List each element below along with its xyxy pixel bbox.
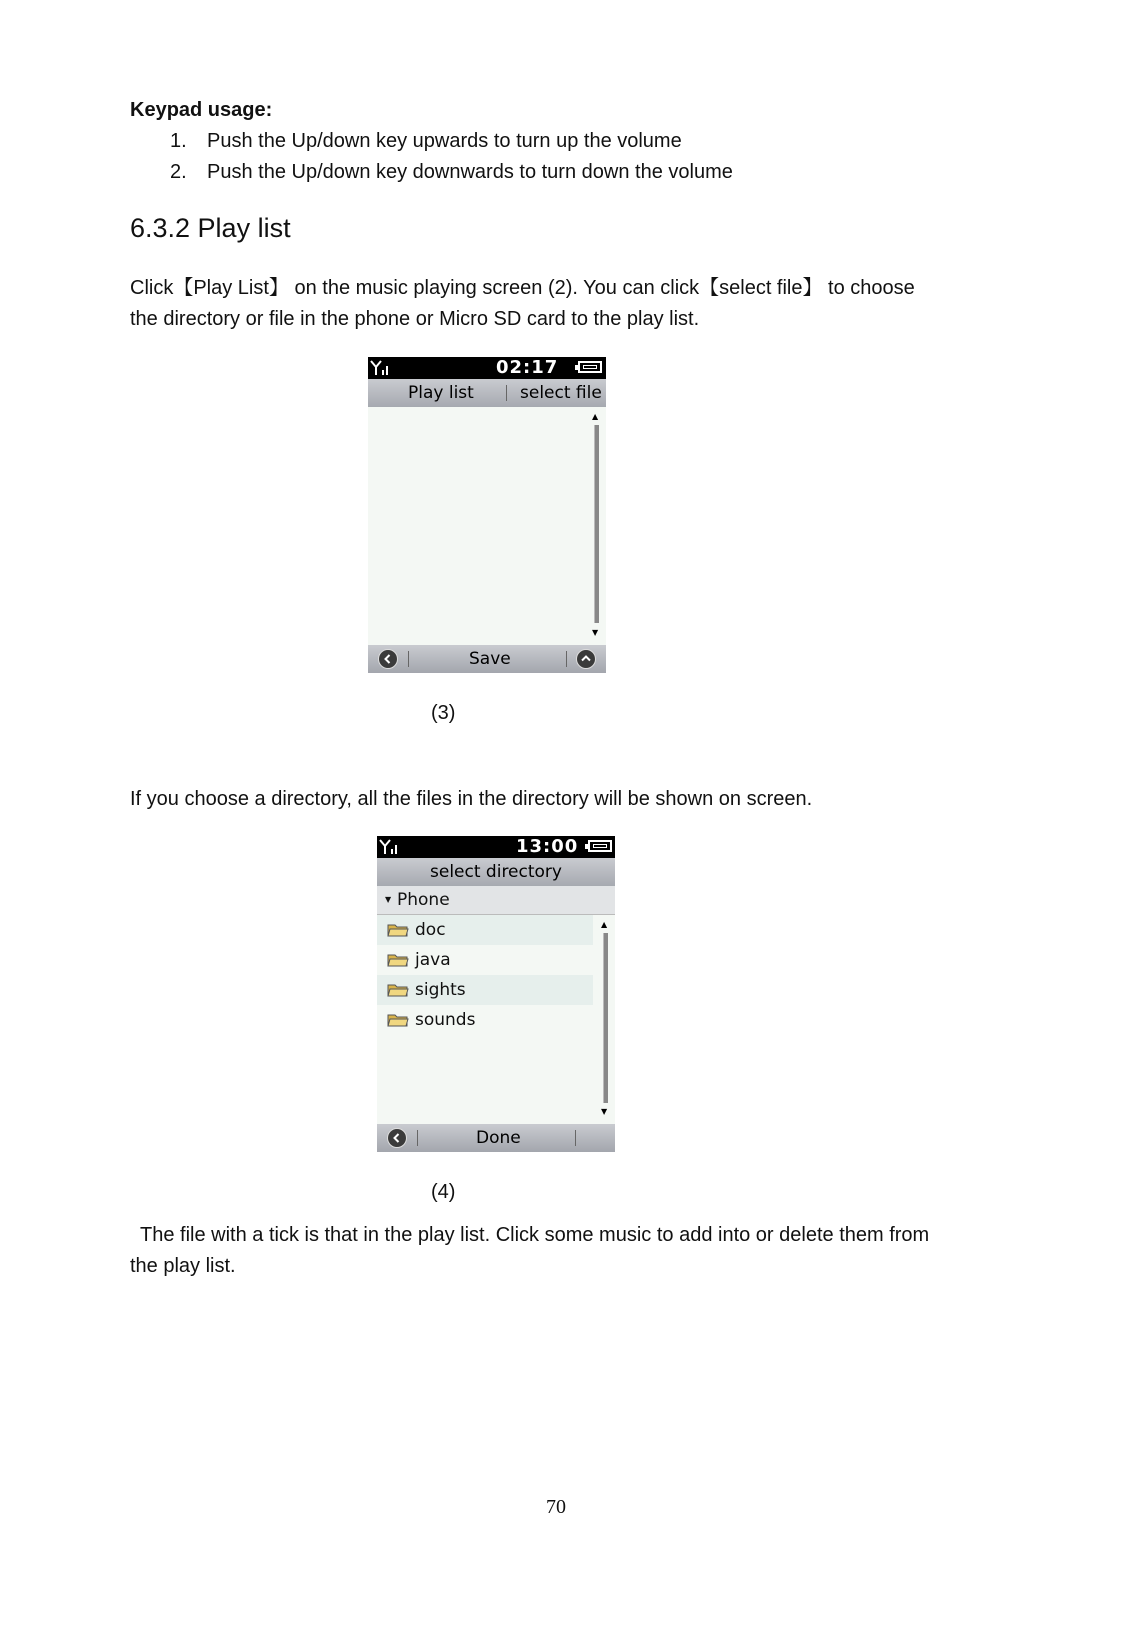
tab-divider xyxy=(506,385,507,401)
folder-item[interactable] xyxy=(377,915,593,945)
page-number: 70 xyxy=(546,1496,566,1518)
paragraph-3-line-1: The file with a tick is that in the play list. Click some music to add into or delete them from xyxy=(140,1224,930,1246)
keypad-item-2-text: Push the Up/down key downwards to turn down the volume xyxy=(207,161,733,183)
battery-icon xyxy=(588,840,612,852)
caption-3: (3) xyxy=(431,702,456,724)
group-label-phone: Phone xyxy=(397,890,450,910)
scrollbar[interactable] xyxy=(603,933,608,1103)
tab-play-list[interactable]: Play list xyxy=(408,383,474,403)
paragraph-2: If you choose a directory, all the files in the directory will be shown on screen. xyxy=(130,788,813,810)
scroll-down-arrow-icon[interactable]: ▼ xyxy=(601,1107,608,1116)
tab-bar xyxy=(368,379,606,407)
signal-icon xyxy=(370,360,392,376)
folder-icon xyxy=(387,1012,409,1027)
keypad-item-1-number: 1. xyxy=(170,130,187,152)
tab-select-file[interactable]: select file xyxy=(520,383,602,403)
folder-label: java xyxy=(415,950,451,970)
clock: 13:00 xyxy=(516,836,579,857)
save-button[interactable]: Save xyxy=(469,649,511,669)
paragraph-1-line-2: the directory or file in the phone or Micro SD card to the play list. xyxy=(130,308,700,330)
section-title: 6.3.2 Play list xyxy=(130,213,291,243)
screen-title-bar xyxy=(377,858,615,886)
scroll-up-arrow-icon[interactable]: ▲ xyxy=(592,412,599,421)
group-header[interactable] xyxy=(377,886,615,915)
folder-label: sounds xyxy=(415,1010,476,1030)
keypad-item-1-text: Push the Up/down key upwards to turn up the volume xyxy=(207,130,682,152)
status-bar xyxy=(377,836,615,858)
screenshot-play-list xyxy=(368,357,606,673)
folder-item[interactable] xyxy=(377,1005,593,1035)
soft-key-divider-left xyxy=(408,651,409,667)
folder-label: doc xyxy=(415,920,446,940)
soft-key-bar xyxy=(368,645,606,673)
paragraph-1-line-1: Click【Play List】 on the music playing screen (2). You can click【select file】 to choose xyxy=(130,277,915,299)
screen-title: select directory xyxy=(430,862,562,882)
keypad-heading: Keypad usage: xyxy=(130,99,273,121)
soft-key-bar xyxy=(377,1124,615,1152)
folder-label: sights xyxy=(415,980,466,1000)
soft-key-divider-right xyxy=(575,1130,576,1146)
folder-icon xyxy=(387,982,409,997)
folder-item[interactable] xyxy=(377,945,593,975)
scrollbar[interactable] xyxy=(594,425,599,623)
folder-icon xyxy=(387,952,409,967)
folder-item[interactable] xyxy=(377,975,593,1005)
caption-4: (4) xyxy=(431,1181,456,1203)
battery-icon xyxy=(578,361,602,373)
paragraph-3-line-2: the play list. xyxy=(130,1255,236,1277)
keypad-item-2-number: 2. xyxy=(170,161,187,183)
scroll-up-arrow-icon[interactable]: ▲ xyxy=(601,920,608,929)
signal-icon xyxy=(379,839,401,855)
soft-key-divider-left xyxy=(417,1130,418,1146)
collapse-triangle-icon: ▼ xyxy=(385,895,392,904)
screenshot-select-directory xyxy=(377,836,615,1152)
soft-key-divider-right xyxy=(566,651,567,667)
scroll-down-arrow-icon[interactable]: ▼ xyxy=(592,628,599,637)
up-icon[interactable] xyxy=(576,649,596,669)
back-icon[interactable] xyxy=(387,1128,407,1148)
back-icon[interactable] xyxy=(378,649,398,669)
status-bar xyxy=(368,357,606,379)
folder-icon xyxy=(387,922,409,937)
clock: 02:17 xyxy=(496,357,559,378)
done-button[interactable]: Done xyxy=(476,1128,521,1148)
